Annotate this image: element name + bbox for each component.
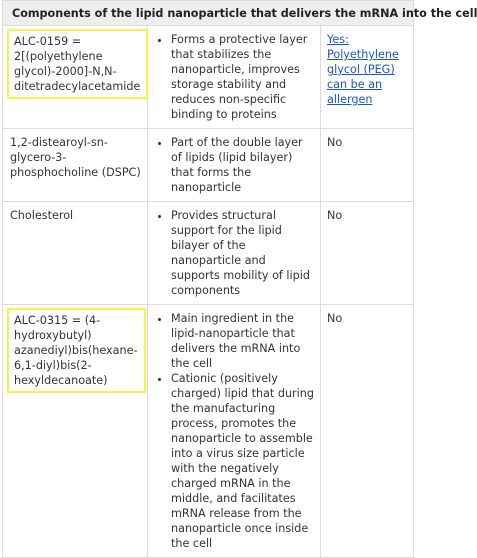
function-item: • Forms a protective layer that stabilizes the nanoparticle, improves storage stability and reduces non-specific binding to proteins [171,32,316,122]
highlighted-component-name: ALC-0315 = (4-hydroxybutyl) azanediyl)bis(hexane-6,1-diyl)bis(2-hexyldecanoate) [7,308,146,393]
function-cell [148,26,321,129]
function-list [154,208,316,298]
component-name-cell: Cholesterol [3,202,148,305]
function-list [154,311,316,551]
table-row [3,202,414,305]
allergen-cell: No [321,129,414,202]
component-name-cell [3,305,148,558]
function-cell [148,129,321,202]
highlighted-component-name: ALC-0159 = 2[(polyethylene glycol)-2000]-N,N-ditetradecylacetamide [7,29,148,99]
function-item: • Provides structural support for the lipid bilayer of the nanoparticle and supports mobility of lipid components [171,208,316,298]
component-name-cell [3,26,148,129]
allergen-cell: No [321,305,414,558]
allergen-cell [321,26,414,129]
function-item: • Cationic (positively charged) lipid that during the manufacturing process, promotes the nanoparticle to assemble into a virus size particle with the negatively charged mRNA in the middle, and facilitates mRNA release from the nanoparticle once inside the cell [171,371,316,551]
component-name-cell: 1,2-distearoyl-sn-glycero-3-phosphocholine (DSPC) [3,129,148,202]
table-header-row [3,1,414,26]
table-row [3,26,414,129]
function-list [154,32,316,122]
function-item: • Main ingredient in the lipid-nanoparticle that delivers the mRNA into the cell [171,311,316,371]
function-cell [148,305,321,558]
lipid-components-table [2,0,477,558]
allergen-cell: No [321,202,414,305]
function-cell [148,202,321,305]
table-title: Components of the lipid nanoparticle that delivers the mRNA into the cell [3,1,414,26]
function-item: • Part of the double layer of lipids (lipid bilayer) that forms the nanoparticle [171,135,316,195]
table-row [3,129,414,202]
allergen-link[interactable]: Yes: Polyethylene glycol (PEG) can be an allergen [327,33,399,106]
function-list [154,135,316,195]
table-row [3,305,414,558]
